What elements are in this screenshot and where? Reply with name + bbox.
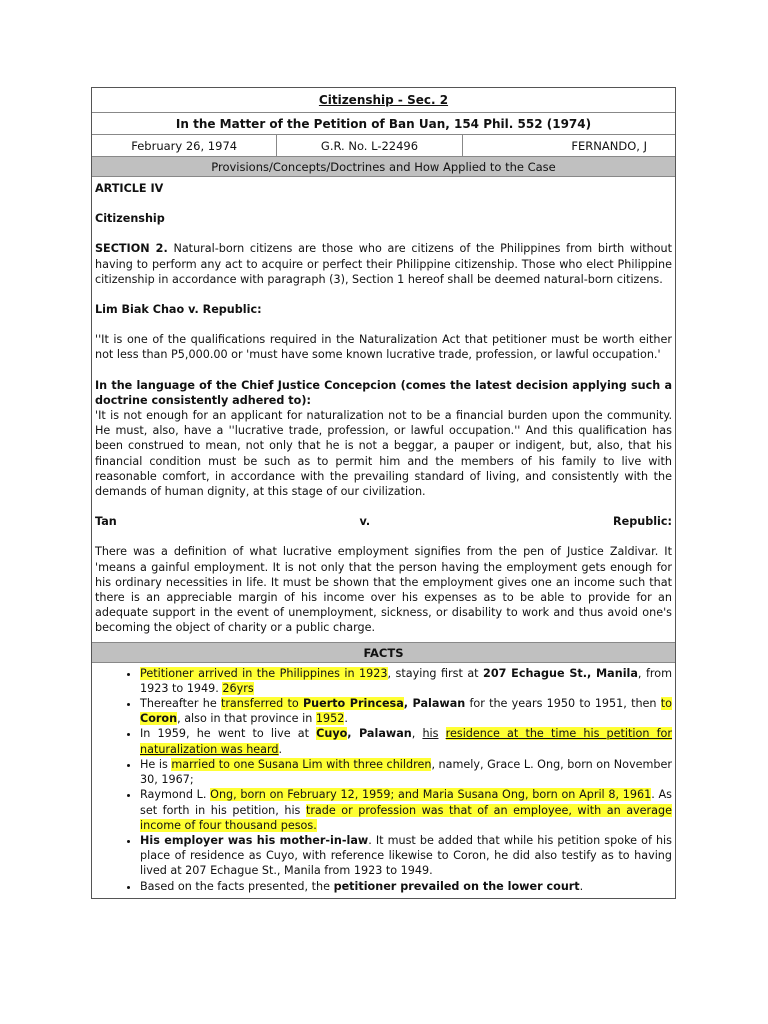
list-item [140,757,672,787]
tan-text: There was a definition of what lucrative employment signifies from the pen of Justice Zaldivar. It 'means a gainful employment. It is not only that the person having the employment gets enough for his ordinary necessities in life. It must be shown that the employment gives one an income such that there is an appreciable margin of his income over his expenses as to be able to provide for an adequate support in the event of unemployment, sickness, or disability to work and thus avoid one's becoming the object of charity or a public charge. [95,545,672,635]
fact-text: . [344,712,348,726]
fact-text: , namely, Grace L. Ong, born on November 30, 1967; [140,757,672,787]
list-item [140,666,672,696]
fact-text: Raymond L. [140,788,211,802]
case-name: In the Matter of the Petition of Ban Uan, 154 Phil. 552 (1974) [92,113,675,135]
fact-text: for the years 1950 to 1951, then [465,697,661,711]
highlight-text: married to one Susana Lim with three children [171,757,432,771]
meta-row [92,135,675,157]
fact-text: He is [140,757,172,771]
fact-text: . [579,879,584,893]
case1-title: Lim Biak Chao v. Republic: [95,303,262,317]
bold-text: , Palawan [403,697,466,711]
section-text: Natural-born citizens are those who are citizens of the Philippines from birth without having to perform any act to acquire or perfect their Philippine citizenship. Those who elect Philippine citizenship in accordance with paragraph (3), Section 1 hereof shall be deemed natural-born citizens. [95,242,673,286]
list-item [140,726,672,756]
bold-text: His employer was his mother-in-law [140,833,369,847]
fact-text: . It must be added that while his petition spoke of his place of residence as Cuyo, with reference likewise to Coron, he did also testify as to having lived at 207 Echague St., Manila from 1923 to 1949. [140,833,672,878]
fact-text: Based on the facts presented, the [140,879,334,893]
cj-heading: In the language of the Chief Justice Concepcion (comes the latest decision applying such a doctrine consistently adhered to): [95,378,672,407]
decision-date: February 26, 1974 [131,139,238,153]
fact-text: Thereafter he [140,697,221,711]
list-item [140,787,672,833]
provisions-header: Provisions/Concepts/Doctrines and How Applied to the Case [92,157,675,177]
tan-right: Republic: [613,515,672,529]
article-heading: ARTICLE IV [95,182,164,195]
tan-mid: v. [359,515,371,529]
bold-text: petitioner prevailed on the lower court [333,879,580,893]
highlight-bold-text: Coron [140,712,178,726]
case-digest-table [91,87,676,899]
highlight-underlined-text: residence at the time his petition for naturalization was heard [140,727,672,756]
list-item [140,833,672,879]
section-paragraph [95,241,672,287]
tan-title [95,514,672,529]
fact-text: , also in that province in [177,712,316,726]
tan-left: Tan [95,515,117,529]
list-item [140,879,672,894]
highlight-text: 26yrs [222,681,254,695]
highlight-text: 1952 [315,712,345,726]
highlight-text: trade or profession was that of an employee, with an average income of four thousand pesos. [140,803,672,832]
facts-list [92,663,675,898]
page-title: Citizenship - Sec. 2 [318,93,449,107]
topic-heading: Citizenship [95,212,165,226]
bold-text: 207 Echague St., Manila [483,666,638,680]
fact-text [438,727,445,740]
ponente: FERNANDO, J [571,139,647,153]
highlight-text: Petitioner arrived in the Philippines in 1923 [140,666,388,680]
title-row [92,88,675,113]
highlight-text: Ong, born on February 12, 1959; and Maria Susana Ong, born on April 8, 1961 [210,788,652,802]
highlight-text: to [660,697,672,711]
facts-header: FACTS [92,643,675,663]
gr-number: G.R. No. L-22496 [276,135,462,156]
bold-text: , Palawan [347,727,412,741]
highlight-text: transferred to [220,697,303,711]
fact-text: . [278,742,283,756]
fact-text: , staying first at [387,666,484,680]
fact-text: . As set forth in his petition, his [140,788,672,817]
section-label: SECTION 2. [95,242,168,256]
underlined-text: his [422,727,439,741]
provisions-section [92,177,675,643]
case1-text: ''It is one of the qualifications required in the Naturalization Act that petitioner must be worth either not less than P5,000.00 or 'must have some known lucrative trade, profession, or lawful occupation.' [95,333,672,362]
fact-text: In 1959, he went to live at [140,727,317,741]
highlight-bold-text: Puerto Princesa [302,697,404,711]
list-item [140,696,672,726]
fact-text: , from 1923 to 1949. [140,666,672,695]
highlight-bold-text: Cuyo [316,727,348,741]
cj-text: 'It is not enough for an applicant for naturalization not to be a financial burden upon the community. He must, also, have a ''lucrative trade, profession, or lawful occupation.'' And this qualification has been construed to mean, not only that he is not a beggar, a pauper or indigent, but, also, that his financial condition must be such as to permit him and the members of his family to live with reasonable comfort, in accordance with the prevailing standard of living, and consistently with the demands of human dignity, at this stage of our civilization. [95,409,672,499]
fact-text: , [411,727,423,741]
